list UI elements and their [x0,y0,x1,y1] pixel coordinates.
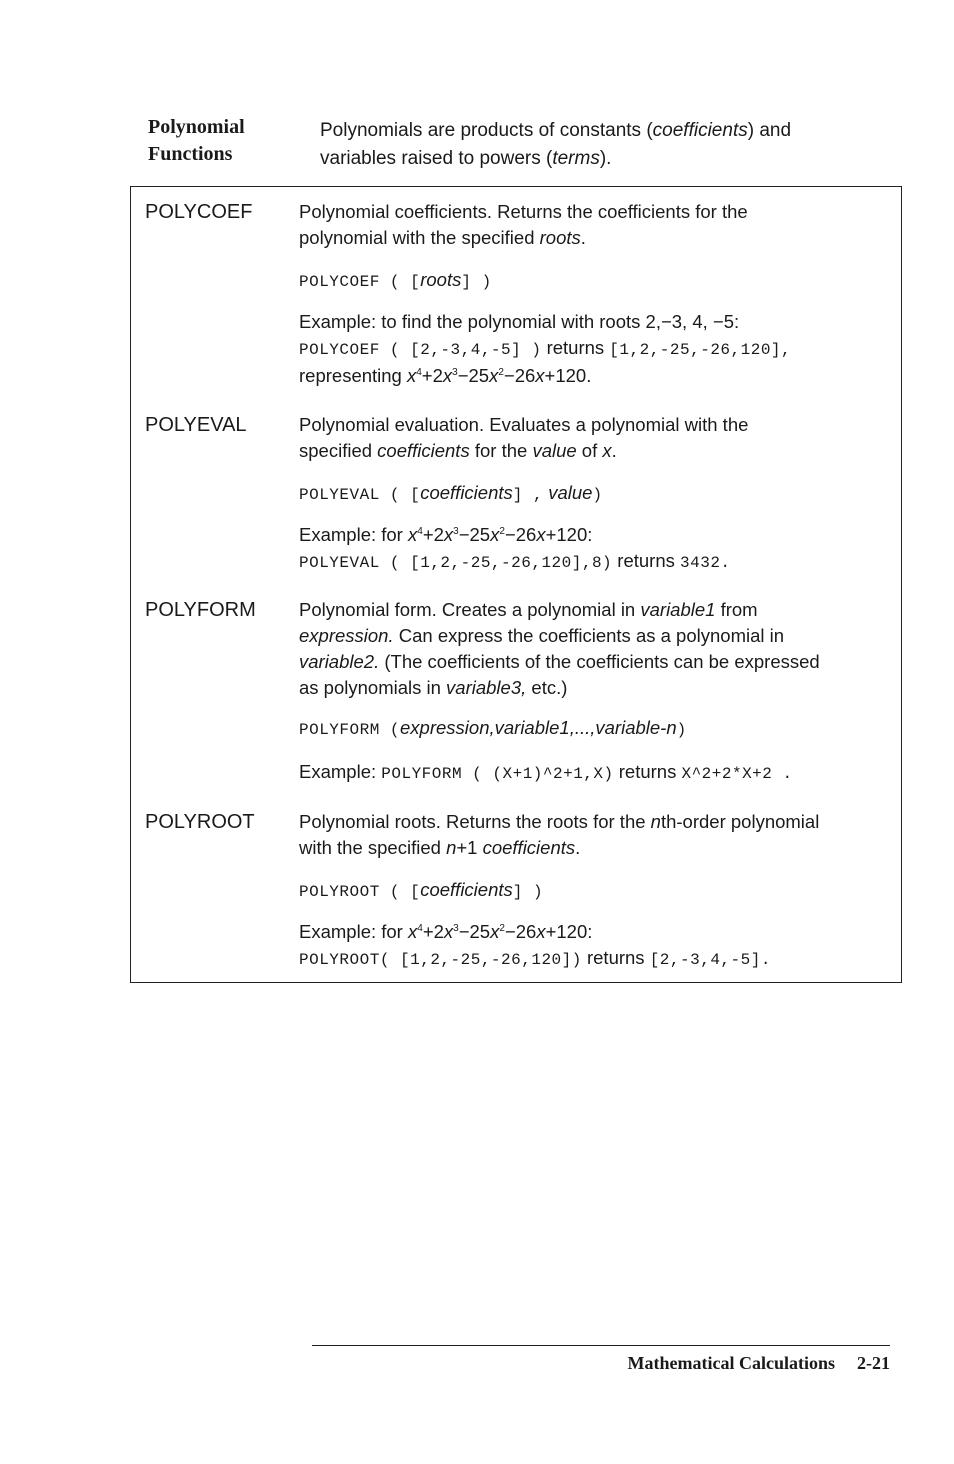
footer-chapter-title: Mathematical Calculations [627,1353,835,1373]
section-intro [320,117,880,173]
function-name: POLYFORM [145,599,256,621]
function-syntax: POLYEVAL ( [coefficients] , value) [299,482,603,504]
section-heading [148,114,308,168]
function-syntax: POLYFORM (expression,variable1,...,variable-n) [299,717,687,739]
footer-rule [312,1345,890,1346]
function-syntax: POLYCOEF ( [roots] ) [299,269,492,291]
function-example: Example: to find the polynomial with roots 2,−3, 4, −5: [299,311,740,332]
function-description: Polynomial coefficients. Returns the coefficients for the polynomial with the specified roots. POLYCOEF ( [roots] ) Example: to find the polynomial with roots 2,−3, 4, −5: POLYCOEF ( [2,-3,4,-5] ) returns [1,2,-25,-26,120], representing $x^4+2x^3-25x^2-26x+120$. [299,199,899,389]
section-intro-line2: variables raised to powers (terms). [320,148,612,169]
function-syntax: POLYROOT ( [coefficients] ) [299,879,544,901]
function-name: POLYCOEF [145,201,253,223]
function-example: Example: for $x^4+2x^3-25x^2-26x+120$: [299,524,593,545]
function-table [130,186,902,983]
function-name: POLYROOT [145,811,255,833]
page-footer [560,1353,890,1374]
function-description: Polynomial evaluation. Evaluates a polynomial with the specified coefficients for the value of x. POLYEVAL ( [coefficients] , value) Example: for $x^4+2x^3-25x^2-26x+120$: POLYEVAL ( [1,2,-25,-26,120],8) returns 3432. [299,412,899,576]
function-description: Polynomial roots. Returns the roots for the nth-order polynomial with the specified n+1 coefficients. POLYROOT ( [coefficients] ) Example: for $x^4+2x^3-25x^2-26x+120$: POLYROOT( [1,2,-25,-26,120]) returns [2,-3,4,-5]. [299,809,899,973]
section-intro-line1: Polynomials are products of constants (coefficients) and [320,120,792,141]
section-heading-line2: Functions [148,143,233,165]
section-heading-line1: Polynomial [148,116,245,138]
function-example: Example: POLYFORM ( (X+1)^2+1,X) returns X^2+2*X+2 . [299,761,793,783]
function-name: POLYEVAL [145,414,247,436]
function-example: Example: for $x^4+2x^3-25x^2-26x+120$: [299,921,593,942]
function-description: Polynomial form. Creates a polynomial in variable1 from expression. Can express the coefficients as a polynomial in variable2. (The coefficients of the coefficients can be expressed as polynomials in variable3, etc.) POLYFORM (expression,variable1,...,variable-n) Example: POLYFORM ( (X+1)^2+1,X) returns X^2+2*X+2 . [299,597,899,787]
footer-page-number: 2-21 [857,1353,890,1373]
